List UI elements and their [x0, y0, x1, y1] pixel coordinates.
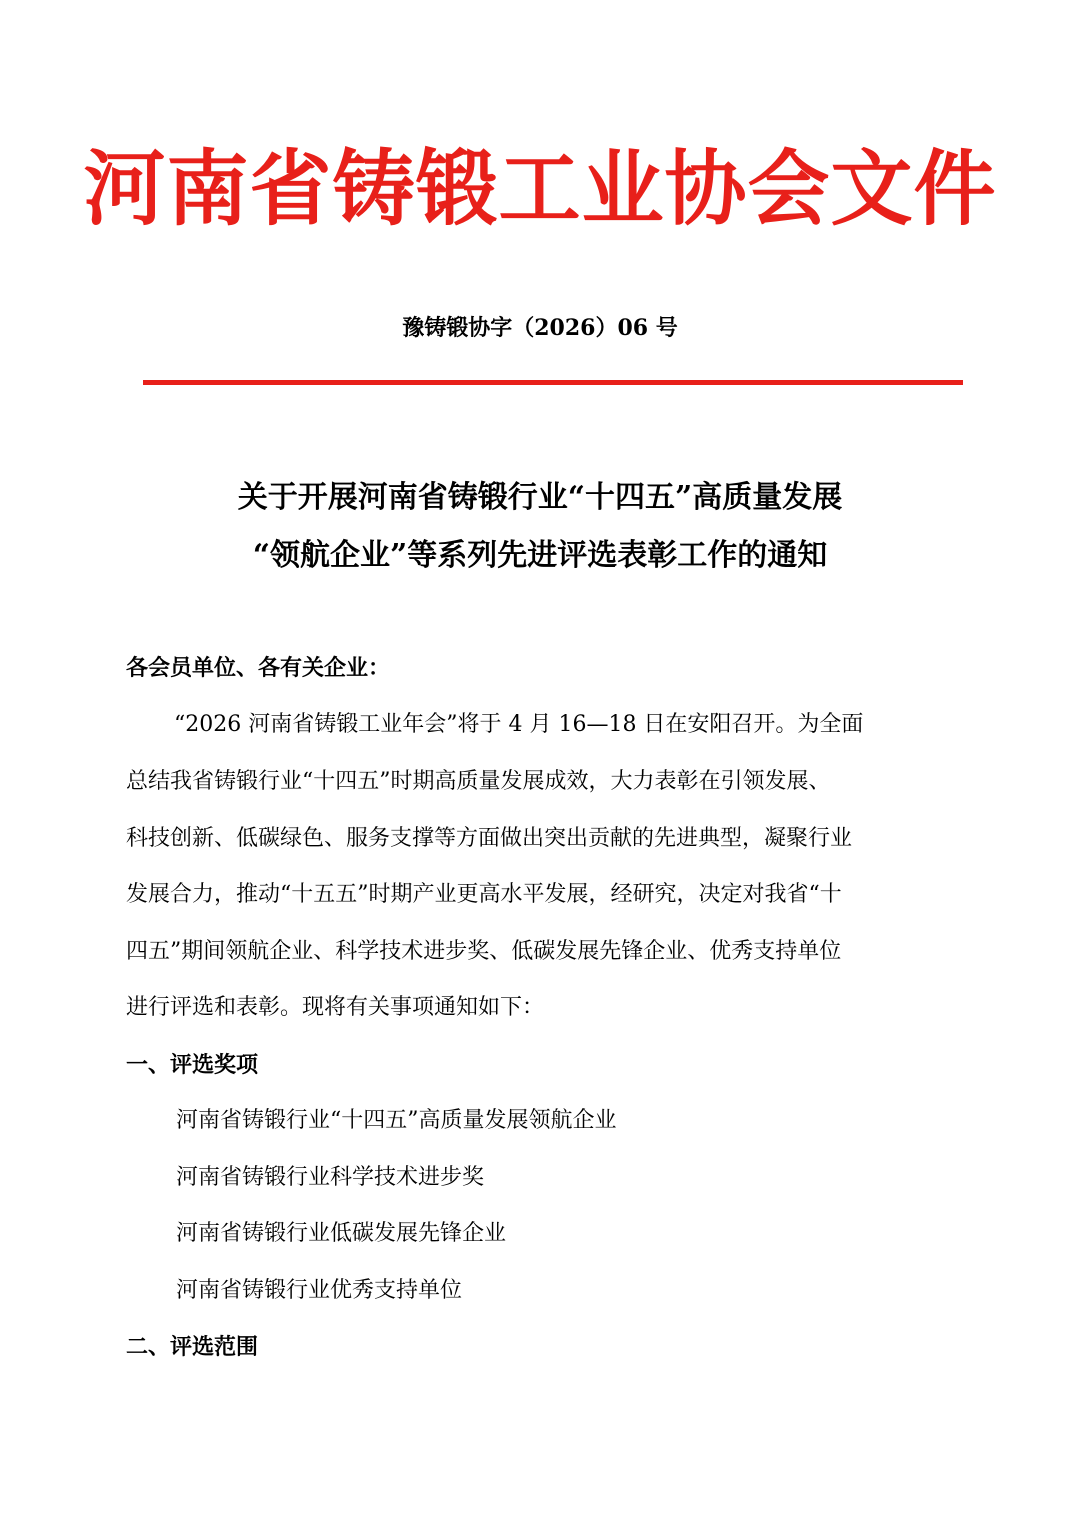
salutation: 各会员单位、各有关企业： — [126, 655, 391, 681]
award-item: 河南省铸锻行业“十四五”高质量发展领航企业 — [176, 1108, 617, 1133]
award-item: 河南省铸锻行业优秀支持单位 — [176, 1278, 463, 1303]
award-item: 河南省铸锻行业低碳发展先锋企业 — [176, 1221, 507, 1246]
body-paragraph-line: 科技创新、低碳绿色、服务支撑等方面做出突出贡献的先进典型，凝聚行业 — [126, 826, 853, 851]
body-paragraph-line: “2026 河南省铸锻工业年会”将于 4 月 16—18 日在安阳召开。为全面 — [174, 712, 864, 737]
section-heading-scope: 二、评选范围 — [126, 1334, 259, 1360]
body-paragraph-line: 发展合力，推动“十五五”时期产业更高水平发展，经研究，决定对我省“十 — [126, 882, 842, 907]
notice-title-line-2: “领航企业”等系列先进评选表彰工作的通知 — [252, 538, 828, 573]
body-paragraph-line: 四五”期间领航企业、科学技术进步奖、低碳发展先锋企业、优秀支持单位 — [126, 939, 842, 964]
notice-title-line-1: 关于开展河南省铸锻行业“十四五”高质量发展 — [237, 480, 843, 515]
document-number: 豫铸锻协字（2026）06 号 — [402, 315, 678, 341]
masthead-title: 河南省铸锻工业协会文件 — [83, 142, 997, 237]
body-paragraph-line: 总结我省铸锻行业“十四五”时期高质量发展成效，大力表彰在引领发展、 — [126, 769, 831, 794]
award-item: 河南省铸锻行业科学技术进步奖 — [176, 1165, 485, 1190]
section-heading-awards: 一、评选奖项 — [126, 1052, 259, 1078]
body-paragraph-line: 进行评选和表彰。现将有关事项通知如下： — [126, 995, 545, 1020]
red-divider — [143, 380, 963, 385]
